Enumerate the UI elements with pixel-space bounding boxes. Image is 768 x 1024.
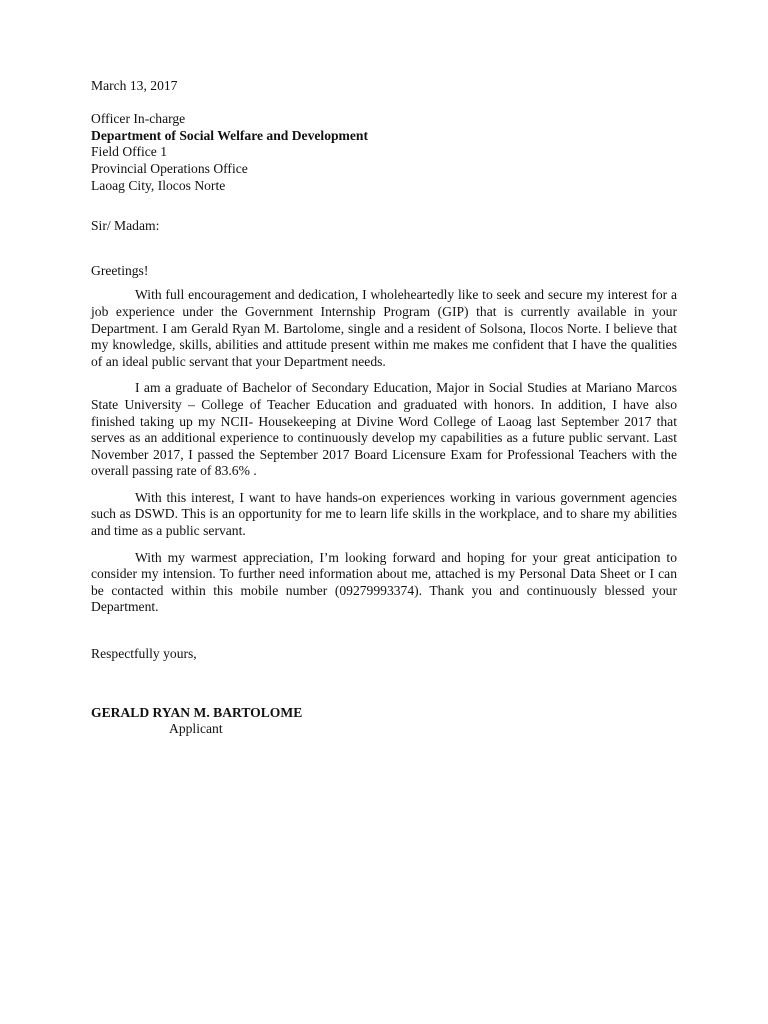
body-paragraph-1: With full encouragement and dedication, I wholeheartedly like to seek and secure my interest for a job experience under the Government Internship Program (GIP) that is currently available in your Department. I am Gerald Ryan M. Bartolome, single and a resident of Solsona, Ilocos Norte. I believe that my knowledge, skills, abilities and attitude present within me makes me confident that I have the qualities of an ideal public servant that your Department needs. [91,287,677,369]
recipient-department: Department of Social Welfare and Development [91,127,368,143]
signature-name: GERALD RYAN M. BARTOLOME [91,704,303,720]
recipient-line-5: Laoag City, Ilocos Norte [91,177,226,193]
recipient-line-4: Provincial Operations Office [91,160,248,176]
recipient-line-3: Field Office 1 [91,144,168,160]
closing: Respectfully yours, [91,646,197,662]
signature-title: Applicant [169,721,223,737]
recipient-line-1: Officer In-charge [91,111,186,127]
greeting: Greetings! [91,262,149,278]
body-paragraph-2: I am a graduate of Bachelor of Secondary Education, Major in Social Studies at Mariano Marcos State University – College of Teacher Education and graduated with honors. In addition, I have also finished taking up my NCII- Housekeeping at Divine Word College of Laoag last September 2017 that serves as an additional experience to continuously develop my capabilities as a future public servant. Last November 2017, I passed the September 2017 Board Licensure Exam for Professional Teachers with the overall passing rate of 83.6% . [91,380,677,479]
letter-date: March 13, 2017 [91,78,178,93]
body-paragraph-4: With my warmest appreciation, I’m looking forward and hoping for your great anticipation to consider my intension. To further need information about me, attached is my Personal Data Sheet or I can be contacted within this mobile number (09279993374). Thank you and continuously blessed your Department. [91,549,677,615]
salutation: Sir/ Madam: [91,218,160,234]
recipient-address [91,111,677,194]
body-paragraph-3: With this interest, I want to have hands-on experiences working in various government agencies such as DSWD. This is an opportunity for me to learn life skills in the workplace, and to share my abilities and time as a public servant. [91,489,677,539]
letter-page [91,78,677,738]
signature-block [91,705,677,738]
